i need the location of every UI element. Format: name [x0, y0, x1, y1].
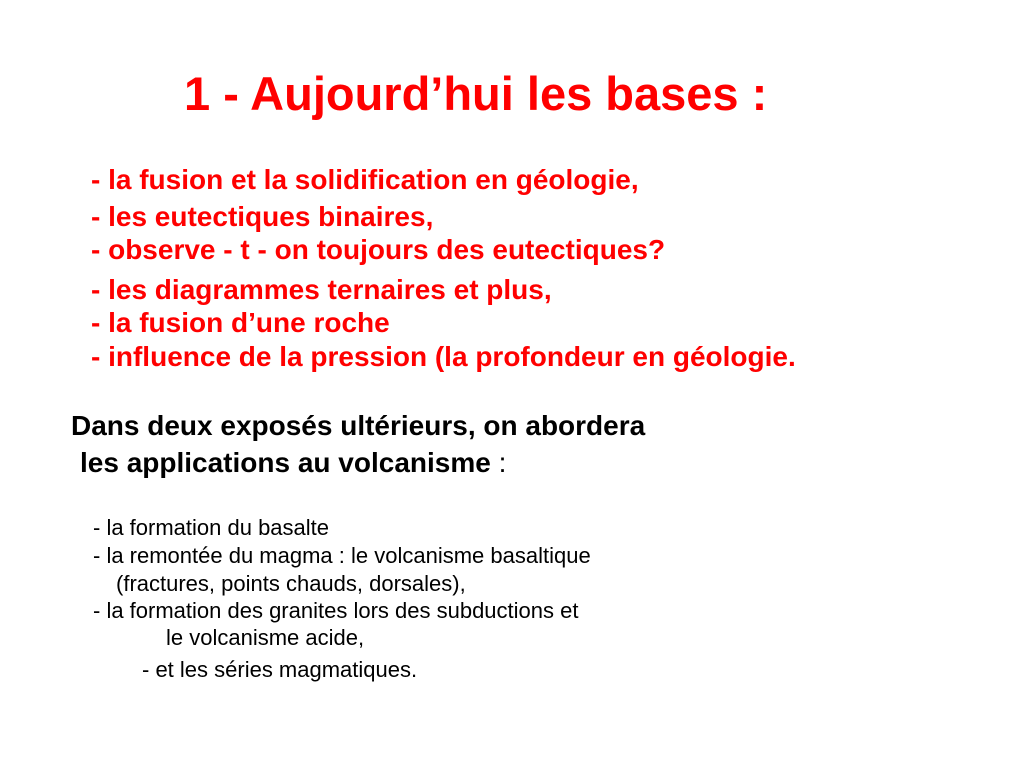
- intro-line-2: [80, 449, 506, 477]
- application-item-continuation: le volcanisme acide,: [166, 625, 365, 650]
- topic-item: - la fusion d’une roche: [91, 307, 390, 338]
- intro-line-1: Dans deux exposés ultérieurs, on abordera: [71, 410, 646, 441]
- slide-title: 1 - Aujourd’hui les bases :: [184, 67, 768, 120]
- application-item: - et les séries magmatiques.: [142, 657, 418, 682]
- application-item: - la formation du basalte: [93, 515, 330, 540]
- topic-item: - observe - t - on toujours des eutectiques?: [91, 234, 666, 265]
- application-item: - la remontée du magma : le volcanisme basaltique: [93, 543, 591, 568]
- topic-item: - la fusion et la solidification en géologie,: [91, 164, 639, 195]
- topic-item: - les eutectiques binaires,: [91, 201, 434, 232]
- topic-item: - les diagrammes ternaires et plus,: [91, 274, 552, 305]
- intro-colon: :: [490, 447, 507, 478]
- topic-item: - influence de la pression (la profondeur en géologie.: [91, 341, 796, 372]
- application-item-continuation: (fractures, points chauds, dorsales),: [116, 571, 466, 596]
- intro-emphasis: les applications au volcanisme: [80, 447, 491, 478]
- application-item: - la formation des granites lors des subductions et: [93, 598, 579, 623]
